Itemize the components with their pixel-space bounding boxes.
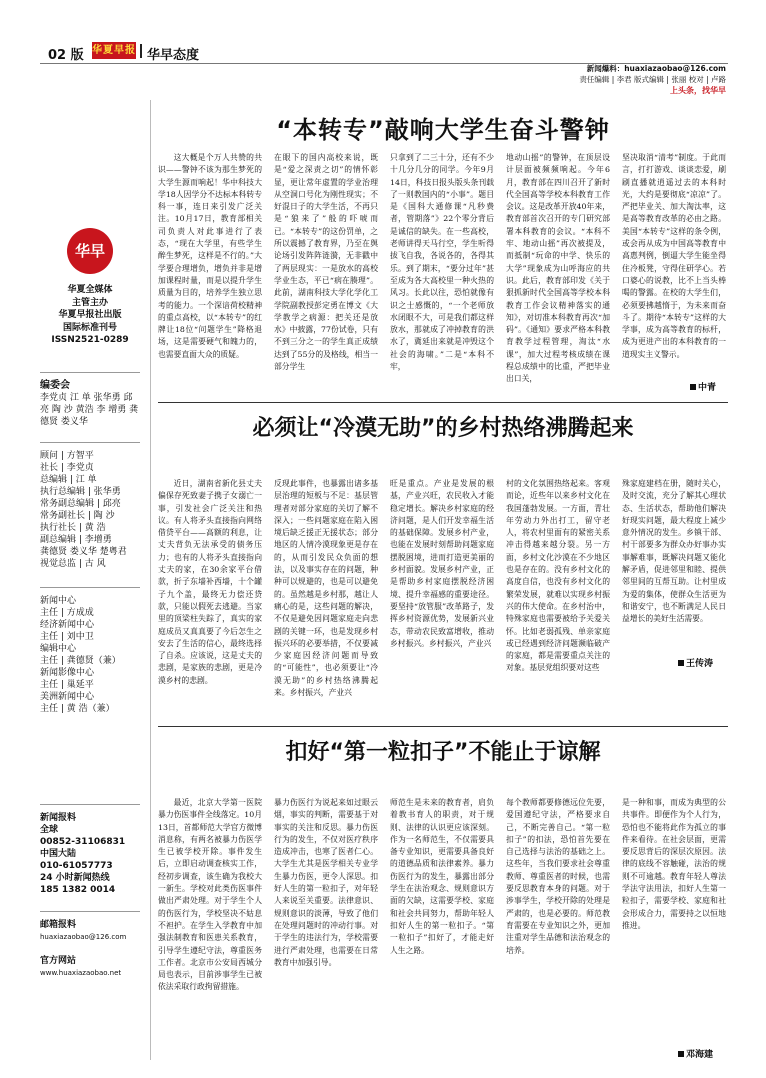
article-1-column: 坚决取消“清考”制度。于此而言，打打游戏、谈谈恋爱，刷刷直播就逍遥过去的本科时光，大约是要彻底“凉凉”了。严把毕业关、加大淘汰率，这是高等教育改革的必由之路。美国“本转专”这样的条令例，或会再从成为中国高等教育中高惠判例，倒逼大学生能坐得住冷板凳，守得住研学心。若口婆心的说教，比不上当头棒喝的警露。在校的大学生们，必须要拂越惰于，为未来而奋斗了。期待“本转专”这样的大学事，成为高等教育的标杆，成为更进产出的本科教育的一道现实主义警示。	[622, 153, 726, 359]
editorial-board	[40, 380, 140, 428]
publisher-line: 主管主办	[71, 297, 108, 308]
credits-block	[579, 63, 726, 96]
article-divider	[158, 726, 728, 727]
website-url[interactable]: www.huaxiazaobao.net	[40, 969, 122, 977]
article-2-column: 殊家庭建档在册，随时关心，及时交流，充分了解其心理状态、生活状态，帮助他们解决好现实问题，最大程度上减少意外情况的发生。乡镇干部、村干部要多为群众办好事办实事解难事，既解决问题又能化解矛盾，促进邻里和睦、提供邻里间的互帮互助。让村里成为爱的集体，使群众生活更为和谐安宁，也不断满足人民日益增长的美好生活需要。	[622, 479, 726, 624]
article-1-column: 这大概是个万人共赞的共识——警钟不该为那生梦死的大学生源而响起！华中科技大学18人因学分不达标本科转专科一事，连日来引发广泛关注。10月17日，教育部相关司负责人对此事进行了表态，“现在大学里，有些学生醉生梦死，这样是不行的。”大学要合理增负，增负并非是增加课程时量，而是以提升学生质量为目的，培养学生独立思考的能力。一个深谙荷校精神的重点高校，以“本转专”的红牌让18位“问题学生”降格退场，这是需要硬气和魄力的，也需要直面大众的质疑。	[158, 153, 262, 359]
masthead-logo[interactable]: 华夏早报	[92, 42, 136, 59]
news-centers	[40, 595, 140, 715]
article-2-column: 近日，湖南省新化县丈夫偏保存死致妻子携子女溺亡一事，引发社会广泛关注和热议。有人将矛头直接指向网络借贷平台——高额的利息，让丈夫背负无法承受的债务压力；也有的人将矛头直接指向丈夫的家，在30余家平台借款，折子东墙补西墙，十个罐子九个盖，最终无力偿还贷款，只能以假死去逃避。当家里的顶梁柱失踪了，真实的家庭成员又真真要了今后怎生之安去了生活的信心，最终选择了自杀。应该说，这是丈夫的悲剧，是家族的悲剧，更是冷漠乡村的悲剧。	[158, 479, 262, 685]
sidebar-divider	[40, 911, 140, 912]
article-1-body	[158, 152, 728, 396]
article-1-column: 只拿到了二三十分，还有不少十几分几分的同学。今年9月14日，科技日报头版头条刊载了一则教国内的“小事”。题目是《国科大通修课“凡秒费者，管期落”》22个零分背后是诚信的缺失。在一些高校，老师讲得天马行空，学生听得拔飞自我，各说各的，各得其乐。到了期末，“要分过年”甚至成为各大高校里一种火热的风习。长此以往，恐怕就像有识之士感慨的，“一个老师放水闭眼不大，可是我们都这样放水，那就成了冲掉教育的洪水了，冀延出来就是冲毁这个社会的海啸。”二是“本科不牢，	[390, 153, 494, 372]
slogan: 上头条，找华早	[670, 86, 726, 95]
management-item: 副总编辑 | 李增勇	[40, 535, 112, 545]
management-item: 常务副总编辑 | 邱亮	[40, 499, 121, 509]
sidebar-divider	[40, 372, 140, 373]
management-item: 执行社长 | 黄 浩	[40, 523, 106, 533]
article-2-column: 村的文化氛围热络起来。客观而论，近些年以来乡村文化在我国蓬勃发展。一方面，青壮年劳动力外出打工，留守老人，将农村里面有的紧密关系冲击得越来越分裂。另一方面，乡村文化沙漠在不少地区也是存在的。没有乡村文化的高度自信，也没有乡村文化的繁荣发展，就难以实现乡村振兴的伟大使命。在乡村治中，特殊家庭也需要被给予关爱关怀。比如老弱孤残、单亲家庭或已经遇到经济问题濒临破产的家庭，都是需要重点关注的对象。基层党组织要对这些	[506, 479, 610, 673]
news-hotline	[40, 812, 140, 896]
news-tip-email[interactable]: 新闻爆料：huaxiazaobao@126.com	[586, 64, 726, 73]
hotline-region: 24 小时新闻热线	[40, 873, 110, 883]
management-list	[40, 450, 140, 570]
publisher-line: 华夏早报社出版	[58, 310, 122, 320]
page-header	[0, 0, 766, 100]
news-center-item: 美洲新闻中心	[40, 692, 95, 702]
hotline-region: 中国大陆	[40, 849, 77, 859]
editorial-board-title: 编委会	[40, 380, 70, 391]
news-center-item: 新闻中心	[40, 596, 77, 606]
article-2-byline: 王传涛	[678, 656, 713, 669]
article-2-column: 旺是重点。产业是发展的根基，产业兴旺，农民收入才能稳定增长。解决乡村家庭的经济问题，是人们开发幸福生活的基础保障。发展乡村产业，也能在发展时刻帮助问题家庭摆脱困境，进而打造更美丽的乡村面貌。发展乡村产业，正是帮助乡村家庭摆脱经济困境、提升幸福感的重要途径。要坚持“放管服”改革路子，发挥乡村资源优势，发展新兴业态，带动农民致富增收，推动乡村振兴。乡村振兴，产业兴	[390, 479, 494, 648]
news-center-item: 新闻影像中心	[40, 668, 95, 678]
news-center-item: 主任 | 黄 浩（兼）	[40, 704, 115, 714]
page-number: 02 版	[48, 48, 84, 63]
news-center-item: 主任 | 龚德贤（兼）	[40, 656, 121, 666]
management-item: 执行总编辑 | 张华勇	[40, 487, 121, 497]
section-title: 华早态度	[147, 48, 200, 63]
management-item: 总编辑 | 江 单	[40, 475, 97, 485]
article-1-byline: 中青	[690, 380, 716, 393]
header-separator	[140, 44, 142, 58]
hotline-number[interactable]: 010-61057773	[40, 861, 113, 871]
sidebar-divider	[40, 804, 140, 805]
article-3-column: 每个教师都要修德远位先要，爱国遵纪守法，严格要求自己，不断完善自己。“第一粒扣子”的扣法，恐怕首先要在自己选择与法治的基础之上。这些年，当我们要求社会尊重教师、尊重医者的时候，也需要反思教育本身的问题。对于涉事学生，学校开除的处理是严肃的，也是必要的。师范教育需要在专业知识之外，更加注重对学生品德和法治观念的培养。	[506, 798, 610, 955]
article-1-column: 地动山摇”的警钟，在顶层设计层面被频频响起。今年6月，教育部在四川召开了新时代全国高等学校本科教育工作会议。这是改革开放40年来，教育部首次召开的专门研究部署本科教育的会议。“本科不牢、地动山摇”再次被提及，而抵制“玩命的中学、快乐的大学”现象成为山呼海应的共识。此后，教育部印发《关于狠抓新时代全国高等学校本科教育工作会议精神落实的通知》，对切准本科教育再次“加码”。《通知》要求严格本科教育教学过程管理，淘汰“水课”，加大过程考核成绩在课程总成绩中的比重，严把毕业出口关，	[506, 153, 610, 384]
management-item: 视觉总监 | 古 风	[40, 559, 106, 569]
issn: ISSN2521-0289	[51, 335, 129, 345]
article-3-column: 暴力伤医行为说起来如过眼云烟，事实的判断，需要基于对事实的关注和反思。暴力伤医行为的发生，不仅对医疗秩序造成冲击，也寒了医者仁心。大学生尤其是医学相关专业学生暴力伤医，更令人深思。扣好人生的第一粒扣子，对年轻人来说至关重要。法律意识、规则意识的淡薄，导致了他们在处理问题时的冲动行事。对于学生的违法行为，学校需要进行严肃处理，也需要在日常教育中加强引导。	[274, 798, 378, 967]
hotline-title: 新闻报料	[40, 813, 77, 823]
management-item: 社长 | 李党贞	[40, 463, 94, 473]
hotline-number[interactable]: 00852-31106831	[40, 837, 126, 847]
management-item: 龚德贤 娄义华 楚粤君	[40, 547, 127, 557]
article-2-headline[interactable]: 必须让“冷漠无助”的乡村热络沸腾起来	[252, 416, 634, 441]
email-address[interactable]: huaxiazaobao@126.com	[40, 933, 127, 941]
management-item: 顾问 | 方智平	[40, 451, 94, 461]
hotline-region: 全球	[40, 825, 59, 835]
article-3-body	[158, 797, 728, 1059]
news-center-item: 主任 | 巢延平	[40, 680, 94, 690]
article-2-body	[158, 478, 728, 720]
email-contact	[40, 919, 140, 943]
sidebar-divider	[40, 587, 140, 588]
article-3-column: 师范生是未来的教育者，肩负着教书育人的职责，对于规则、法律的认识更应该深刻。作为一名师范生，不仅需要具备专业知识，更需要具备良好的道德品质和法律素养。暴力伤医行为的发生，暴露出部分学生在法治观念、规则意识方面的欠缺，这需要学校、家庭和社会共同努力，帮助年轻人扣好人生的第一粒扣子。“第一粒扣子”扣好了，才能走好人生之路。	[390, 798, 494, 955]
editor-credits: 责任编辑 | 李君 版式编辑 | 张丽 校对 | 卢路	[579, 75, 726, 84]
sidebar-rule	[150, 100, 151, 1060]
website-title: 官方网站	[40, 956, 77, 966]
newspaper-seal-logo: 华早	[67, 228, 113, 274]
article-1-column: 在眼下的国内高校来说，既是“爱之深责之切”的情怀彰显，更让常年虚置的学业治理从空洞口号化为刚性现实；不好混日子的大学生活，不再只是“狼来了”般的吓唬而已。“本转专”的这份罚单，之所以震撼了教育界，乃至在舆论场引发阵阵涟漪，无非戳中了两层现实：一是放水的高校学业生态，平已“病在腠理”。此前，湖南科技大学化学化工学院副教授彭定勇在博文《大学教学之病源：把关还是放水》中披露，77份试卷，只有不到三分之一的学生真正成绩达到了55分的及格线，相当一部分学生	[274, 153, 378, 372]
news-center-item: 主任 | 方成成	[40, 608, 94, 618]
article-2-column: 反现此事件，也暴露出诸多基层治理的短板与不足：基层管理者对部分家庭的关切了解不深入；一些问题家庭在陷入困境后缺乏援正无援状态；部分地区的人情冷漠现象更是存在的，从而引发民众负面的想法，以及事实存在的问题，种种可以规避的，也是可以避免的。虽然越是乡村那，越让人痛心的是，这些问题的解决，不仅是避免因问题家庭走向悲剧的关键一环，也是发现乡村振兴环的必要举措，不仅要减少家庭因经济问题而导致的“可能性”，也必须要让“冷漠无助”的乡村热络沸腾起来。乡村振兴，产业兴	[274, 479, 378, 698]
website-contact	[40, 955, 140, 979]
article-divider	[158, 402, 728, 403]
news-center-item: 编辑中心	[40, 644, 77, 654]
publisher-info	[40, 284, 140, 347]
article-3-headline[interactable]: 扣好“第一粒扣子”不能止于谅解	[285, 740, 601, 765]
publisher-line: 华夏全媒体	[67, 285, 113, 295]
article-3-column: 最近，北京大学第一医院暴力伤医事件全线落定。10月13日，首都师范大学官方微博消息称，有两名被暴力伤医学生已被学校开除。事件发生后，立即启动调查核实工作，经初步调查，该生确为我校大一新生。学校对此类伤医事件做出严肃处理。对于学生个人的伤医行为，学校坚决不姑息不袒护。在学生入学教育中加强法制教育和医患关系教育，引导学生遵纪守法，尊重医务工作者。北京市公安局西城分局也表示，目前涉事学生已被依法采取行政拘留措施。	[158, 798, 262, 992]
publisher-line: 国际标准刊号	[62, 322, 117, 333]
email-title: 邮箱报料	[40, 920, 77, 930]
hotline-number[interactable]: 185 1382 0014	[40, 885, 116, 895]
editorial-board-members: 李党贞 江 单 张华勇 邱 亮 陶 沙 黄浩 李 增勇 龚德贤 娄义华	[40, 393, 139, 427]
sidebar-divider	[40, 442, 140, 443]
news-center-item: 经济新闻中心	[40, 620, 95, 630]
article-3-byline: 邓海建	[678, 1047, 713, 1060]
management-item: 常务副社长 | 陶 沙	[40, 511, 115, 521]
article-1-headline[interactable]: “本转专”敲响大学生奋斗警钟	[276, 116, 610, 144]
article-3-column: 是一种和事，而成为典型的公共事件。即便作为个人行为，恐怕也不能将此作为孤立的事件来看待。在社会层面，更需要反思背后的深层次原因。法律的底线不容触碰，法治的规则不可逾越。教育年轻人尊法学法守法用法，扣好人生第一粒扣子，需要学校、家庭和社会形成合力，需要持之以恒地推进。	[622, 798, 726, 930]
news-center-item: 主任 | 刘中卫	[40, 632, 94, 642]
